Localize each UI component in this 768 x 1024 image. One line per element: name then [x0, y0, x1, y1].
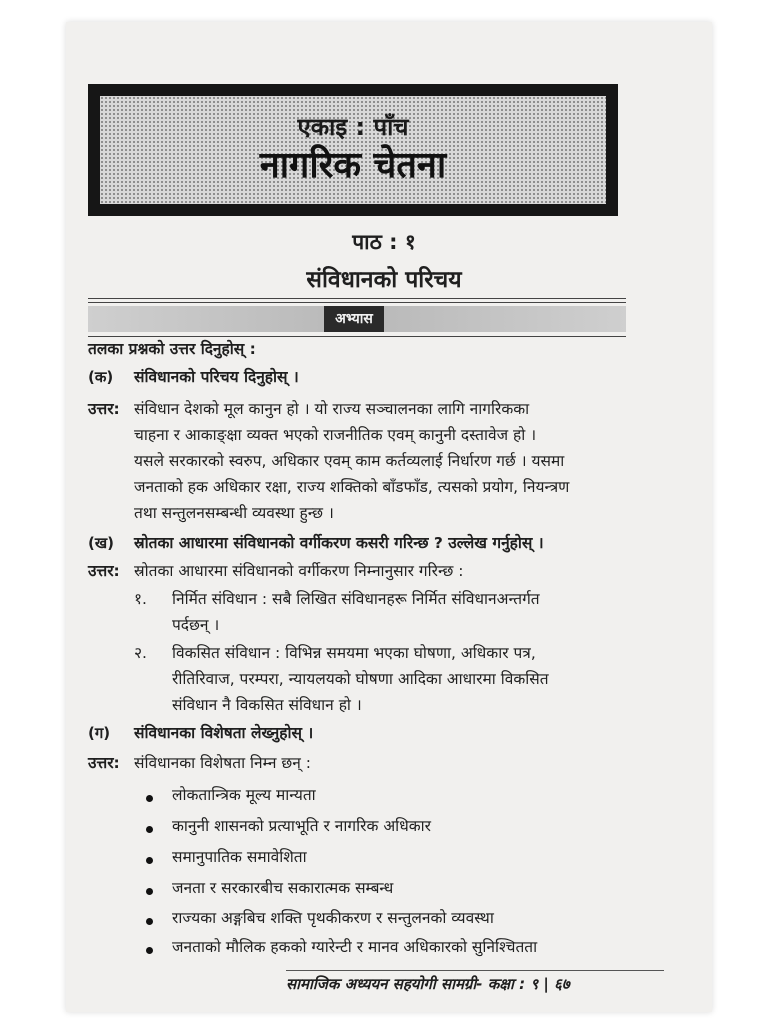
divider-top: [88, 298, 626, 299]
answer-label: उत्तर:: [88, 754, 120, 772]
divider-top-2: [88, 302, 626, 303]
lesson-number: पाठ : १: [352, 230, 416, 254]
question-marker: (ख): [88, 534, 114, 552]
unit-title: नागरिक चेतना: [259, 145, 447, 186]
list-item-line: पर्दछन् ।: [172, 616, 220, 634]
bullet-item: लोकतान्त्रिक मूल्य मान्यता: [172, 786, 316, 804]
list-number: २.: [134, 644, 147, 662]
bullet-item: राज्यका अङ्गबिच शक्ति पृथकीकरण र सन्तुलनको व्यवस्था: [172, 909, 494, 927]
answer-label: उत्तर:: [88, 400, 120, 418]
answer-line: यसले सरकारको स्वरुप, अधिकार एवम् काम कर्तव्यलाई निर्धारण गर्छ । यसमा: [134, 452, 565, 470]
question-text: संविधानका विशेषता लेख्नुहोस् ।: [134, 724, 314, 742]
answer-line: चाहना र आकाङ्क्षा व्यक्त भएको राजनीतिक एवम् कानुनी दस्तावेज हो ।: [134, 426, 537, 444]
answer-line: संविधान देशको मूल कानुन हो । यो राज्य सञ्चालनका लागि नागरिकका: [134, 400, 530, 418]
lesson-title: संविधानको परिचय: [306, 267, 462, 293]
list-number: १.: [134, 590, 147, 608]
exercise-label: अभ्यास: [324, 306, 384, 332]
instruction-text: तलका प्रश्नको उत्तर दिनुहोस् :: [88, 340, 256, 358]
question-marker: (क): [88, 368, 114, 386]
answer-line: जनताको हक अधिकार रक्षा, राज्य शक्तिको बाँडफाँड, त्यसको प्रयोग, नियन्त्रण: [134, 478, 570, 496]
question-marker: (ग): [88, 724, 111, 742]
bullet-item: जनता र सरकारबीच सकारात्मक सम्बन्ध: [172, 879, 394, 897]
unit-label: एकाइ : पाँच: [297, 113, 409, 141]
unit-banner-inner: [100, 96, 606, 204]
question-text: संविधानको परिचय दिनुहोस् ।: [134, 368, 299, 386]
list-item-line: निर्मित संविधान : सबै लिखित संविधानहरू निर्मित संविधानअन्तर्गत: [172, 590, 540, 608]
answer-intro: स्रोतका आधारमा संविधानको वर्गीकरण निम्नानुसार गरिन्छ :: [134, 562, 464, 580]
page-footer: सामाजिक अध्ययन सहयोगी सामग्री- कक्षा : ९ | ६७: [286, 970, 664, 997]
list-item-line: रीतिरिवाज, परम्परा, न्यायलयको घोषणा आदिका आधारमा विकसित: [172, 670, 549, 688]
bullet-icon: [146, 947, 153, 954]
question-text: स्रोतका आधारमा संविधानको वर्गीकरण कसरी गरिन्छ ? उल्लेख गर्नुहोस् ।: [134, 534, 544, 552]
answer-label: उत्तर:: [88, 562, 120, 580]
list-item-line: विकसित संविधान : विभिन्न समयमा भएका घोषणा, अधिकार पत्र,: [172, 644, 536, 662]
bullet-icon: [146, 918, 153, 925]
answer-intro: संविधानका विशेषता निम्न छन् :: [134, 754, 312, 772]
bullet-item: कानुनी शासनको प्रत्याभूति र नागरिक अधिकार: [172, 817, 431, 835]
bullet-item: जनताको मौलिक हकको ग्यारेन्टी र मानव अधिकारको सुनिश्चितता: [172, 938, 538, 956]
bullet-item: समानुपातिक समावेशिता: [172, 848, 307, 866]
bullet-icon: [146, 888, 153, 895]
unit-banner: [88, 84, 618, 216]
bullet-icon: [146, 826, 153, 833]
bullet-icon: [146, 795, 153, 802]
bullet-icon: [146, 857, 153, 864]
answer-line: तथा सन्तुलनसम्बन्धी व्यवस्था हुन्छ ।: [134, 504, 334, 522]
list-item-line: संविधान नै विकसित संविधान हो ।: [172, 696, 362, 714]
